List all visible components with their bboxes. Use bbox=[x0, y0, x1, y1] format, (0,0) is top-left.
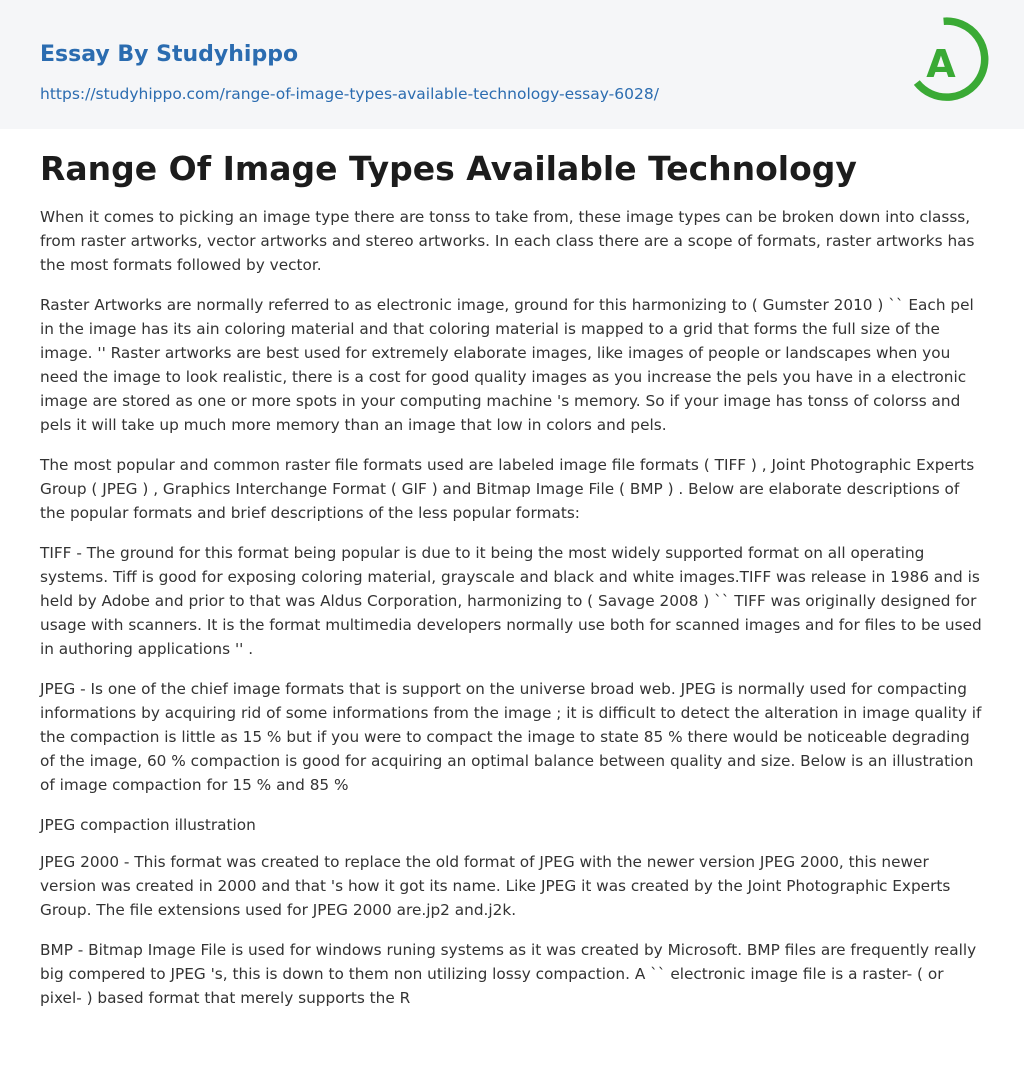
article-paragraph: Raster Artworks are normally referred to as electronic image, ground for this harmonizing to ( Gumster 2010 ) `` Each pel in the image has its ain coloring material and that coloring material is mapped to a grid that forms the full size of the image. '' Raster artworks are best used for extremely elaborate images, like images of people or landscapes when you need the image to look realistic, there is a cost for good quality images as you increase the pels you have in a electronic image are stored as one or more spots in your computing machine 's memory. So if your image has tonss of colorss and pels it will take up much more memory than an image that low in colors and pels. bbox=[40, 296, 974, 434]
logo-letter: A bbox=[926, 42, 956, 86]
article-paragraph: The most popular and common raster file formats used are labeled image file formats ( TIFF ) , Joint Photographic Experts Group ( JPEG ) , Graphics Interchange Format ( GIF ) and Bitmap Image File ( BMP ) . Below are elaborate descriptions of the popular formats and brief descriptions of the less popular formats: bbox=[40, 456, 975, 522]
page-title: Range Of Image Types Available Technology bbox=[40, 149, 857, 188]
article-paragraph: TIFF - The ground for this format being popular is due to it being the most widely supported format on all operating systems. Tiff is good for exposing coloring material, grayscale and black and white images.TIFF was release in 1986 and is held by Adobe and prior to that was Aldus Corporation, harmonizing to ( Savage 2008 ) `` TIFF was originally designed for usage with scanners. It is the format multimedia developers normally use both for scanned images and for files to be used in authoring applications '' . bbox=[40, 544, 982, 658]
site-brand[interactable]: Essay By Studyhippo bbox=[40, 42, 299, 67]
article-paragraph: JPEG 2000 - This format was created to replace the old format of JPEG with the newer version JPEG 2000, this newer version was created in 2000 and that 's how it got its name. Like JPEG it was created by the Joint Photographic Experts Group. The file extensions used for JPEG 2000 are.jp2 and.j2k. bbox=[40, 853, 951, 919]
studyhippo-logo-icon[interactable] bbox=[910, 17, 990, 107]
article-content bbox=[40, 147, 984, 1026]
article-paragraph: BMP - Bitmap Image File is used for windows runing systems as it was created by Microsoft. BMP files are frequently really big compered to JPEG 's, this is down to them non utilizing lossy compaction. A `` electronic image file is a raster- ( or pixel- ) based format that merely supports the R bbox=[40, 941, 977, 1007]
article-url-link[interactable]: https://studyhippo.com/range-of-image-types-available-technology-essay-6028/ bbox=[40, 85, 659, 103]
article-paragraph: When it comes to picking an image type there are tonss to take from, these image types can be broken down into classs, from raster artworks, vector artworks and stereo artworks. In each class there are a scope of formats, raster artworks has the most formats followed by vector. bbox=[40, 208, 975, 274]
article-paragraph: JPEG - Is one of the chief image formats that is support on the universe broad web. JPEG is normally used for compacting informations by acquiring rid of some informations from the image ; it is difficult to detect the alteration in image quality if the compaction is little as 15 % but if you were to compact the image to state 85 % there would be noticeable degrading of the image, 60 % compaction is good for acquiring an optimal balance between quality and size. Below is an illustration of image compaction for 15 % and 85 % bbox=[40, 680, 982, 794]
site-header bbox=[0, 0, 1024, 129]
figure-caption: JPEG compaction illustration bbox=[40, 816, 256, 834]
